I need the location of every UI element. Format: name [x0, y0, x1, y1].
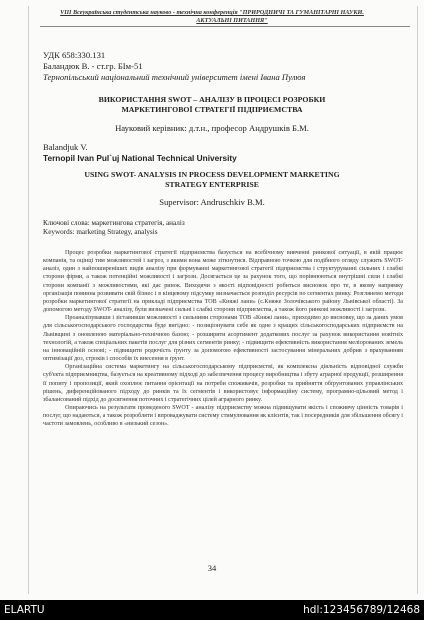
paragraph-1: Процес розробки маркетингової стратегії підприємства базується на всебічному вивченні ринкової ситуації, в якій працює компанія, та оцінці тим можливостей і загроз, з якими вона може зіткнутися. Відправною точкою для подібного огляду служить SWOT-аналіз, один з найпоширеніших видів аналізу при формуванні маркетингової стратегії підприємства і структуруванні сильних і слабкі сторони фірми, а також потенційні можливості і загрози. Досягається це за рахунок того, що порівнюються внутрішні сили і слабкі сторони компанії з можливостями, які дає ринок. Виходячи з якості відповідності робиться висновок про те, в якому напрямку організація повинна розвивати свій бізнес і в кінцевому підсумку визначається розподіл ресурсів по сегментах ринку. Розглянемо методи розробки маркетингової стратегії на прикладі підприємства ТОВ «Княжі лани» (с.Княже Золочівського району Львівської області). За допомогою методу SWOT- аналізу, були визначені сильні і слабкі сторони підприємства, а також його ринкові можливості і загрози. [43, 250, 403, 314]
author-en: Balandjuk V. [43, 142, 88, 152]
supervisor-en: Supervisor: Andruschkiv B.M. [159, 197, 265, 207]
supervisor-uk: Науковий керівник: д.т.н., професор Андрушків Б.М. [115, 123, 309, 133]
affiliation-en: Ternopil Ivan Pul`uj National Technical University [43, 153, 237, 163]
header-divider [40, 26, 410, 27]
keywords-en: Keywords: marketing Strategy, analysis [43, 228, 158, 236]
handle-id: hdl:123456789/12468 [303, 604, 420, 616]
page-number: 34 [207, 563, 217, 573]
conference-header-line2: АКТУАЛЬНІ ПИТАННЯ" [196, 17, 268, 24]
article-body [43, 249, 403, 428]
title-uk-line2: МАРКЕТИНГОВОЇ СТРАТЕГІЇ ПІДПРИЄМСТВА [121, 105, 303, 114]
repository-footer [0, 600, 424, 620]
udc-code: УДК 658:330.131 [43, 50, 106, 60]
paragraph-3: Організаційна система маркетингу на сільськогосподарському підприємстві, як комплексна діяльність відповідної служби суб'єкта підприємництва, базується на креативному підході до забезпечення процесу виробництва і збуту аграрної продукції, розширення її попиту і пропозиції, який охоплює питання орієнтації на потреби споживачів, розробки та прийняття обґрунтованих управлінських рішень, диференційованого підходу до ринків та їх сегментів і використовує інформаційну систему, програмно-цільовий метод і збалансований підхід до досягнення поточних і стратегічних цілей аграрного ринку. [43, 364, 403, 403]
keywords-uk: Ключові слова: маркетингова стратегія, аналіз [43, 219, 185, 227]
conference-header-line1: VIII Всеукраїнська студентська науково - технічна конференція "ПРИРОДНИЧІ ТА ГУМАНІТАРНІ НАУКИ. [60, 9, 364, 16]
repository-name: ELARTU [4, 604, 45, 616]
affiliation-uk: Тернопільський національний технічний університет імені Івана Пулюя [43, 72, 306, 82]
paragraph-2: Проаналізувавши і зіставивши можливості з сильними сторонами ТОВ «Княжі лани», приходимо до висновку, що за даних умов для сільськогосподарського господарства буде вигідно: - позиціонувати себе як одне з кращих сільськогосподарських підприємств на Львівщині з оновленою матеріально-технічною базою; - розширити асортимент додаткових послуг за рахунок використання новітніх технологій, а також спеціальних пакетів послуг для різних сегментів ринку; - підвищити ефективність використання меліорованих земель на інноваційній основі; - підвищити родючість ґрунту за допомогою ефективності застосування мінеральних добрив з врахуванням оптимізації доз, строків і способів їх внесення в ґрунт. [43, 315, 403, 363]
title-en-line2: STRATEGY ENTERPRISE [165, 180, 259, 189]
paragraph-4: Опираючись на результати проведеного SWOT - аналізу підприємству можна підвищувати якість і споживчу цінність товарів і послуг, що надаються, а також розробляти і впроваджувати систему стимулювання як клієнтів, так і посередників для збільшення обсягу і частоти замовлень, особливо в «низький сезон». [43, 404, 403, 428]
title-uk-line1: ВИКОРИСТАННЯ SWOT – АНАЛІЗУ В ПРОЦЕСІ РОЗРОБКИ [98, 95, 326, 104]
title-en-line1: USING SWOT- ANALYSIS IN PROCESS DEVELOPMENT MARKETING [84, 170, 340, 179]
author-uk: Баландюк В. - ст.гр. БІм-51 [43, 61, 143, 71]
